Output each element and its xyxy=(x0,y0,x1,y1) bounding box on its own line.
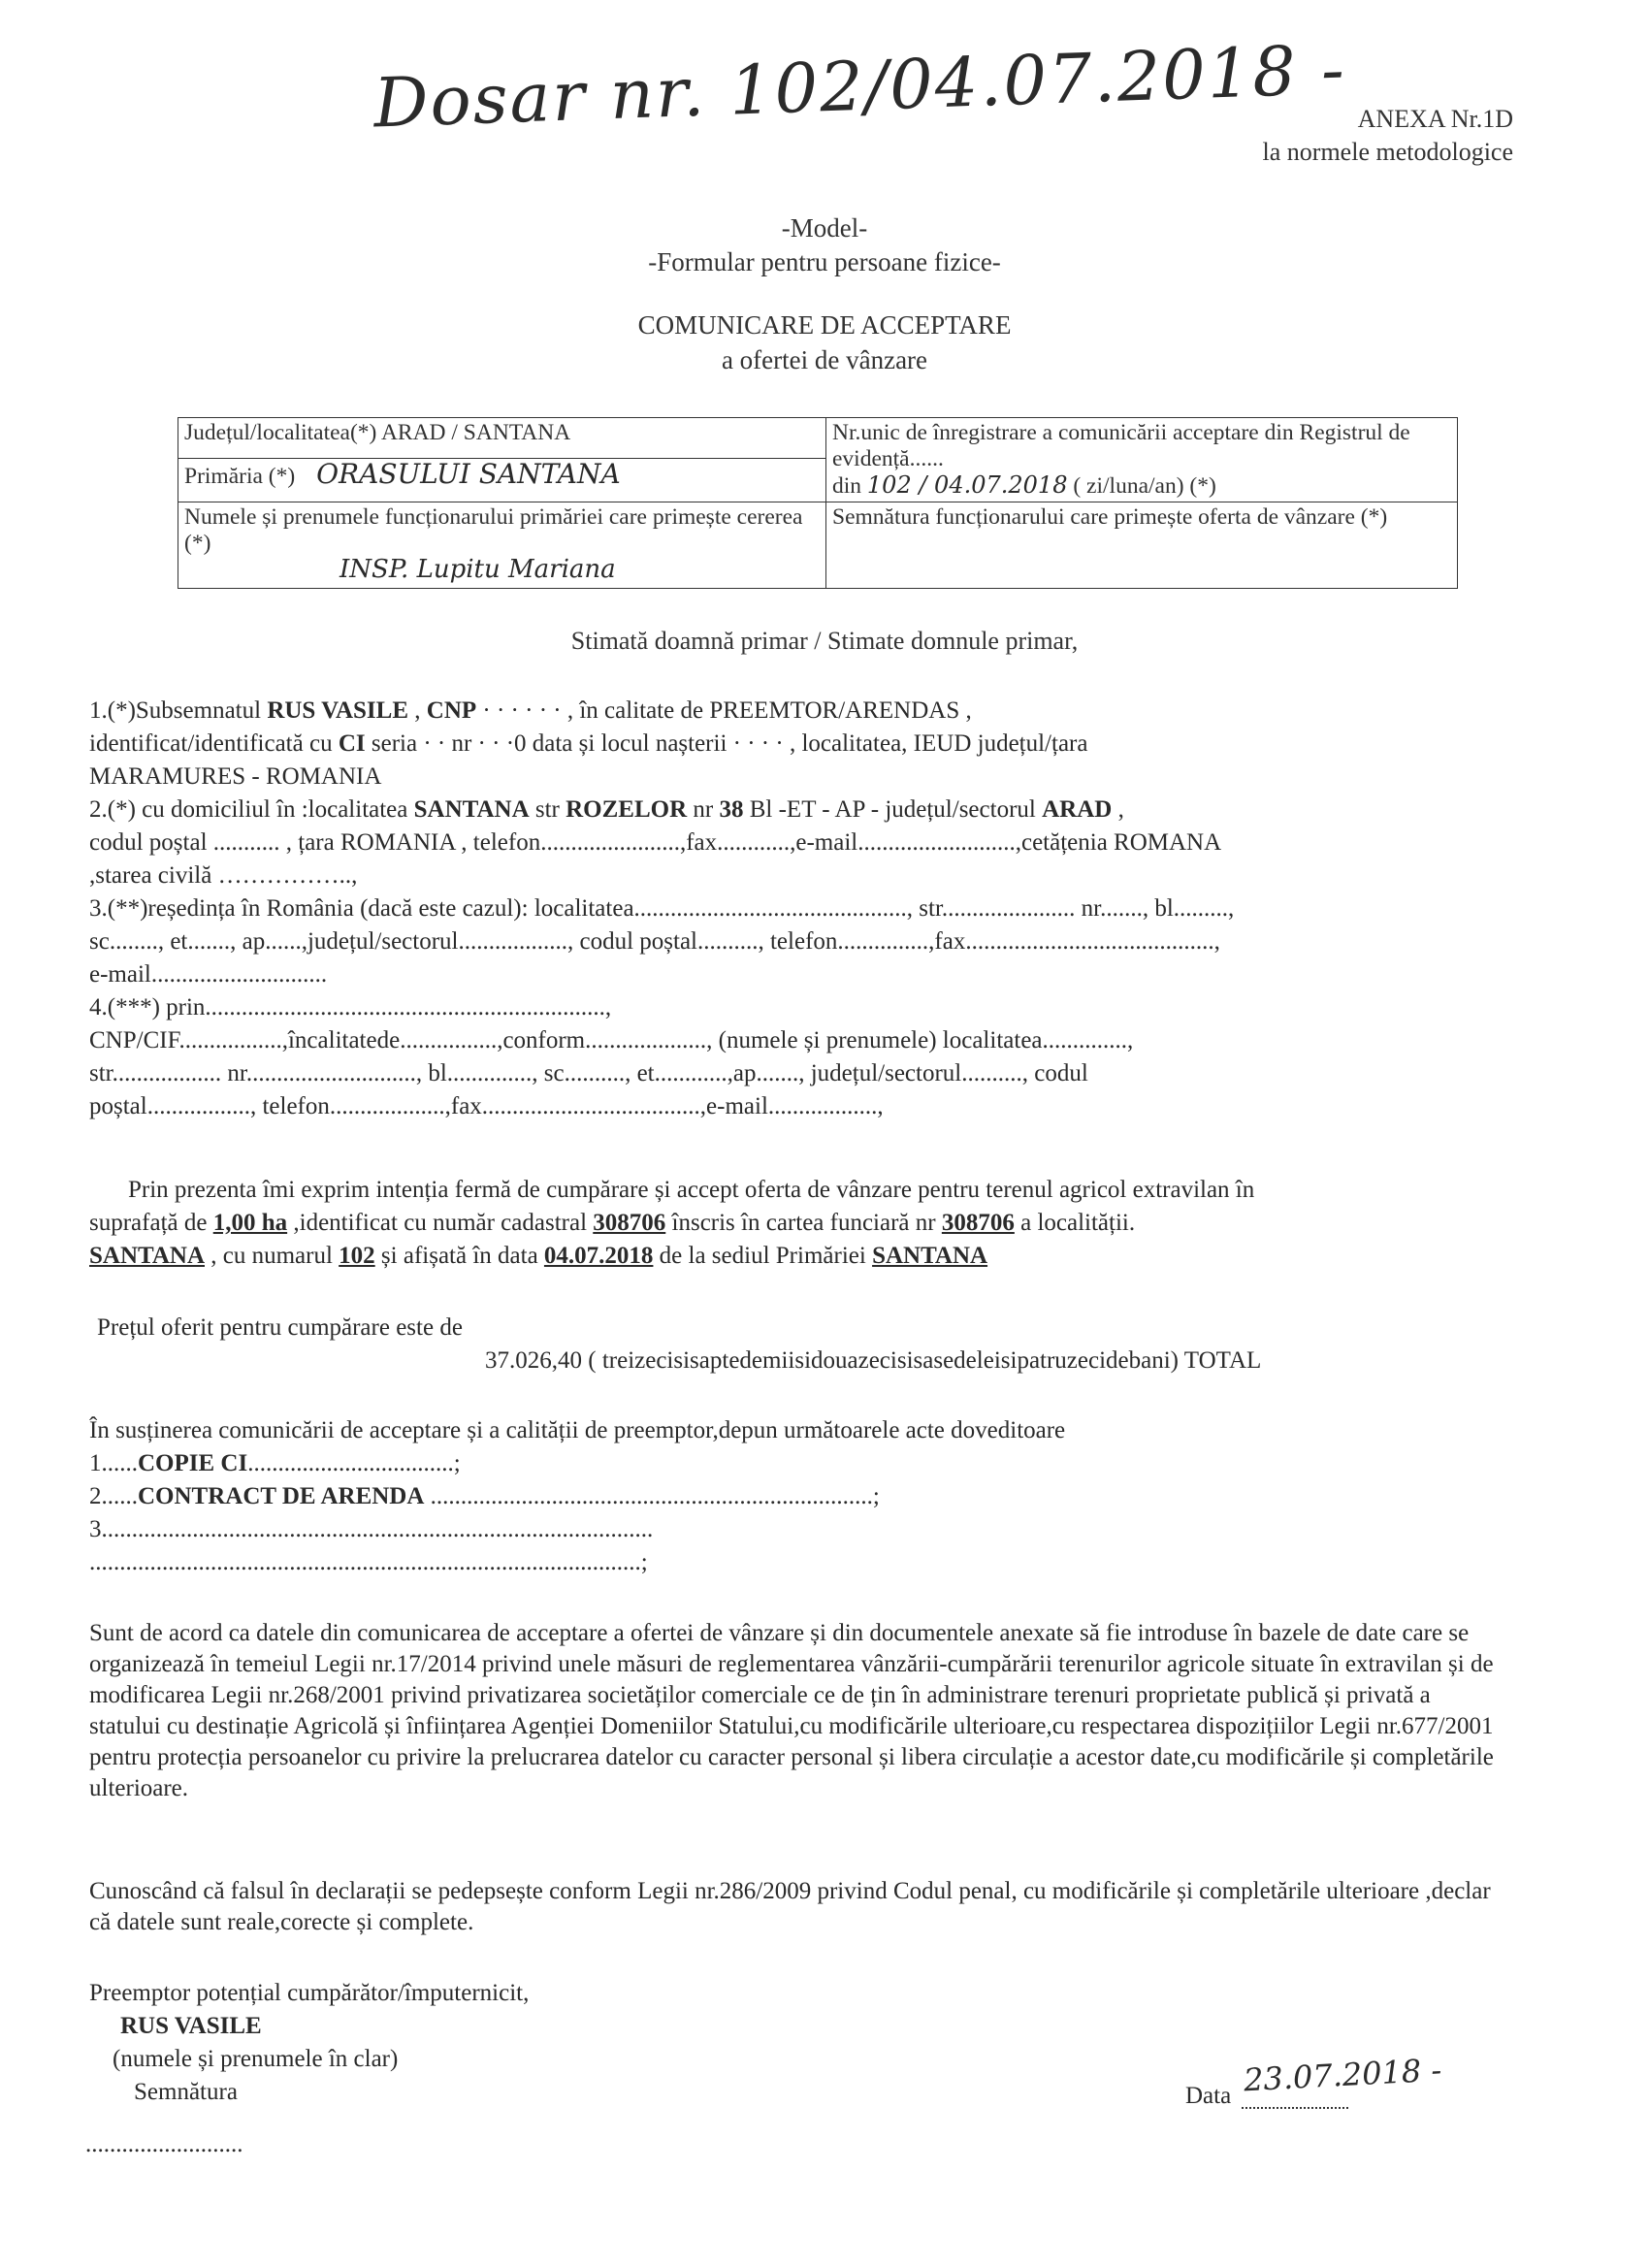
clerk-name-label: Numele și prenumele funcționarului primăriei care primește cererea (*) xyxy=(184,504,803,556)
registration-number-cell xyxy=(826,418,1458,502)
registration-date-suffix: ( zi/luna/an) (*) xyxy=(1073,473,1216,499)
county-cell xyxy=(178,418,826,459)
intent-line-1: Prin prezenta îmi exprim intenția fermă de cumpărare și accept oferta de vânzare pentru terenul agricol extravilan în xyxy=(128,1177,1255,1203)
land-area: 1,00 ha xyxy=(212,1210,288,1236)
section-1-line-1: 1.(*)Subsemnatul RUS VASILE , CNP · · · · · · , în calitate de PREEMTOR/ARENDAS , xyxy=(89,697,972,724)
registration-number-label: Nr.unic de înregistrare a comunicării acceptare din Registrul de evidență...... xyxy=(832,420,1410,471)
signature-line: .......................... xyxy=(85,2131,243,2157)
posting-date: 04.07.2018 xyxy=(543,1243,654,1269)
act-item-4: ...........................................................................................; xyxy=(89,1549,648,1575)
cadastral-number: 308706 xyxy=(593,1210,666,1236)
model-label: -Model- xyxy=(781,213,868,243)
land-book-number: 308706 xyxy=(941,1210,1015,1236)
dosar-number-handwritten: Dosar nr. 102/04.07.2018 - xyxy=(372,29,1348,144)
date-underline xyxy=(1242,2107,1348,2109)
annex-subtitle: la normele metodologice xyxy=(1262,138,1513,166)
signer-role: Preemptor potențial cumpărător/împuternicit, xyxy=(89,1980,530,2006)
offer-number: 102 xyxy=(339,1243,375,1269)
acts-intro: În susținerea comunicării de acceptare și a calității de preemptor,depun următoarele acte doveditoare xyxy=(89,1417,1066,1443)
clerk-name-cell xyxy=(178,502,826,589)
act-item-3: 3........................................................................................... xyxy=(89,1516,654,1542)
city-hall-handwritten: ORASULUI SANTANA xyxy=(316,457,621,490)
applicant-name: RUS VASILE xyxy=(267,697,409,724)
act-item-1: 1......COPIE CI..................................; xyxy=(89,1450,461,1476)
price-label: Prețul oferit pentru cumpărare este de xyxy=(97,1314,463,1341)
section-1-line-2: identificat/identificată cu CI seria · · nr · · ·0 data și locul nașterii · · · · , localitatea, IEUD județul/țara xyxy=(89,730,1088,757)
county-label: Județul/localitatea(*) ARAD / SANTANA xyxy=(184,420,571,445)
section-3-line-2: sc........, et......., ap......,județul/sectorul.................., codul poștal.........., telefon...............,fax........................................., xyxy=(89,928,1220,955)
clerk-signature-label: Semnătura funcționarului care primește oferta de vânzare (*) xyxy=(832,504,1388,530)
section-1-line-3: MARAMURES - ROMANIA xyxy=(89,763,382,790)
signer-name-note: (numele și prenumele în clar) xyxy=(113,2046,399,2072)
registration-date-label: din xyxy=(832,473,862,499)
document-subtitle: a ofertei de vânzare xyxy=(721,345,928,374)
clerk-signature-cell xyxy=(826,502,1458,589)
section-2-line-2: codul poștal ........... , țara ROMANIA , telefon.......................,fax............,e-mail..........................,cetățenia ROMANA xyxy=(89,829,1222,856)
section-3-line-3: e-mail............................. xyxy=(89,961,328,988)
section-4-line-3: str.................. nr............................, bl.............., sc.........., et............,ap......., județul/sectorul.........., codul xyxy=(89,1060,1088,1086)
declaration-paragraph: Cunoscând că falsul în declarații se pedepsește conform Legii nr.286/2009 privind Codul penal, cu modificările și completările ulterioare ,declar că datele sunt reale,corecte și complete. xyxy=(89,1878,1491,1935)
section-4-line-4: poștal................., telefon...................,fax....................................,e-mail.................., xyxy=(89,1093,884,1119)
date-label: Data xyxy=(1185,2083,1232,2109)
consent-paragraph: Sunt de acord ca datele din comunicarea de acceptare a ofertei de vânzare și din documentele anexate să fie introduse în bazele de date care se organizează în temeiul Legii nr.17/2014 privind unele măsuri de reglementarea vânzării-cumpărării terenurilor agricole situate în extravilan și de modificarea Legii nr.268/2001 privind privatizarea societăților comerciale ce de țin în administrare terenuri proprietate publică și privată a statului cu destinație Agricolă și înființarea Agenției Domeniilor Statului,cu modificările ulterioare,cu respectarea dispozițiilor Legii nr.677/2001 pentru protecția persoanelor cu privire la prelucrarea datelor cu caracter personal și libera circulație a acestor date,cu modificările și completările ulterioare. xyxy=(89,1620,1494,1801)
intent-line-3: SANTANA , cu numarul 102 și afișată în data 04.07.2018 de la sediul Primăriei SANTANA xyxy=(89,1243,988,1269)
city-hall-cell xyxy=(178,458,826,502)
act-item-2: 2......CONTRACT DE ARENDA .........................................................................; xyxy=(89,1483,880,1509)
price-value: 37.026,40 ( treizecisisaptedemiisidouazecisisasedeleisipatruzecidebani) TOTAL xyxy=(485,1347,1262,1374)
form-type-label: -Formular pentru persoane fizice- xyxy=(648,247,1001,276)
section-4-line-1: 4.(***) prin.................................................................., xyxy=(89,994,612,1021)
clerk-name-handwritten: INSP. Lupitu Mariana xyxy=(340,555,616,584)
intent-line-2: suprafață de 1,00 ha ,identificat cu număr cadastral 308706 înscris în cartea funciară nr 308706 a localității. xyxy=(89,1210,1136,1236)
annex-number: ANEXA Nr.1D xyxy=(1357,105,1513,133)
registration-date-handwritten: 102 / 04.07.2018 xyxy=(866,471,1068,499)
signer-name: RUS VASILE xyxy=(120,2013,262,2039)
signature-label: Semnătura xyxy=(134,2079,238,2105)
section-3-line-1: 3.(**)reședința în România (dacă este cazul): localitatea............................................., str...................... nr......., bl........., xyxy=(89,895,1235,922)
section-2-line-3: ,starea civilă …………….., xyxy=(89,862,358,889)
section-2-line-1: 2.(*) cu domiciliul în :localitatea SANTANA str ROZELOR nr 38 Bl -ET - AP - județul/sectorul ARAD , xyxy=(89,796,1124,823)
document-title: COMUNICARE DE ACCEPTARE xyxy=(637,310,1012,340)
section-4-line-2: CNP/CIF.................,încalitatede................,conform...................., (numele și prenumele) localitatea.............., xyxy=(89,1027,1134,1053)
salutation: Stimată doamnă primar / Stimate domnule primar, xyxy=(570,627,1079,655)
date-handwritten: 23.07.2018 - xyxy=(1243,2051,1443,2099)
registration-table xyxy=(178,417,1458,589)
city-hall-label: Primăria (*) xyxy=(184,463,296,489)
